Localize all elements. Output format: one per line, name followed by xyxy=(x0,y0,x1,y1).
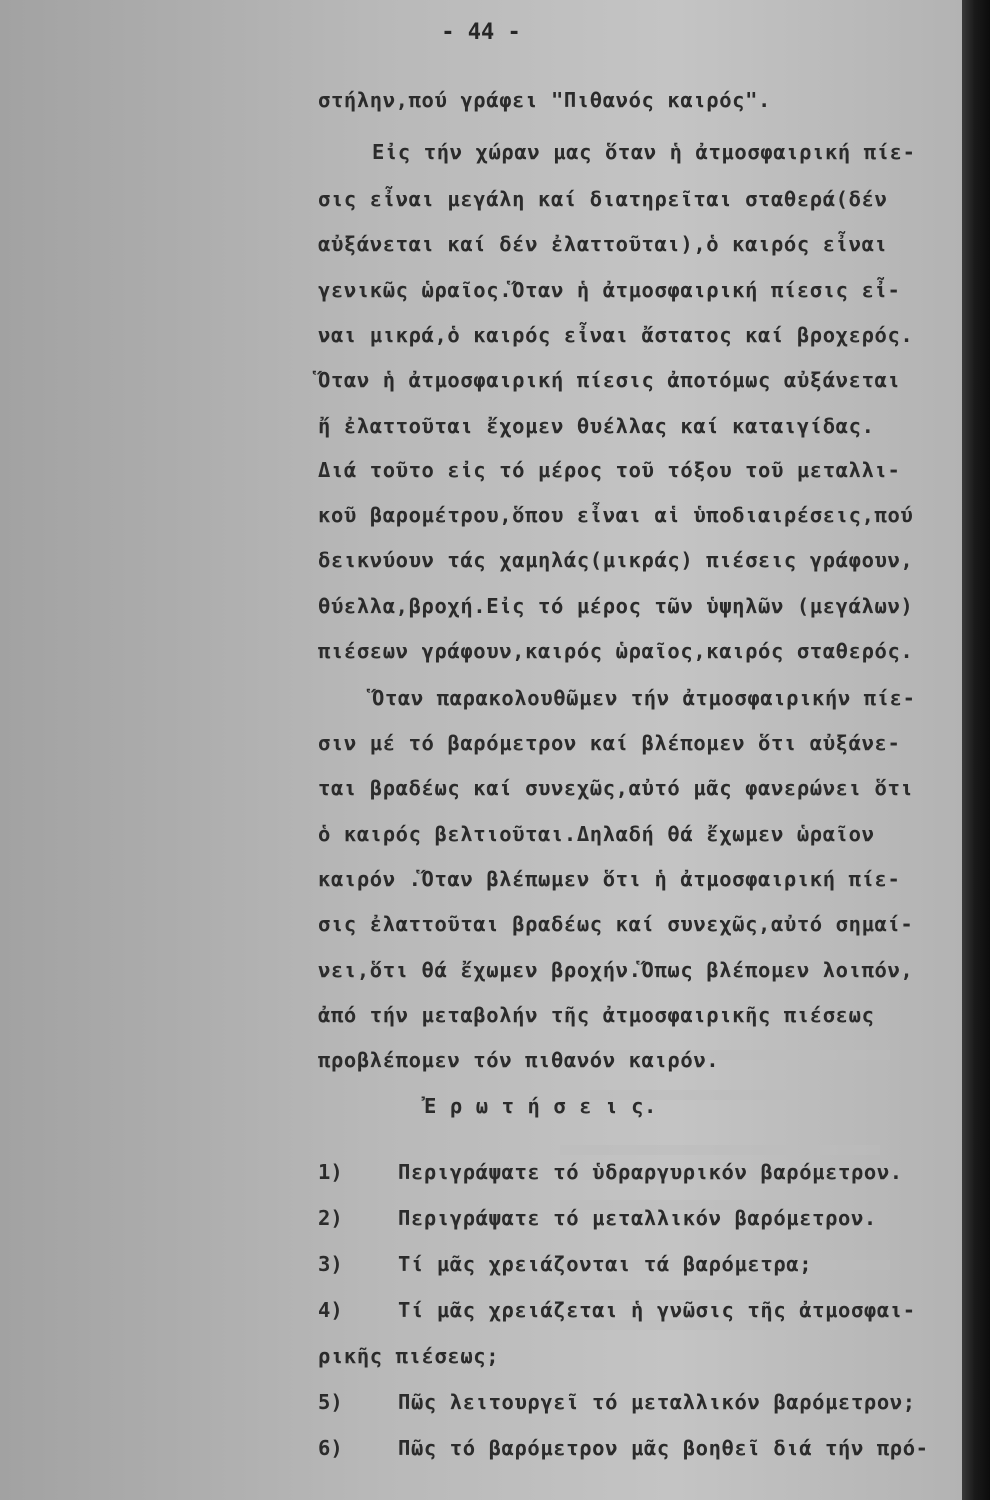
body-line: κοῦ βαρομέτρου,ὅπου εἶναι αἱ ὑποδιαιρέσεις,πού xyxy=(318,503,914,527)
question-text-continuation: ρικῆς πιέσεως; xyxy=(318,1344,500,1368)
body-line: πιέσεων γράφουν,καιρός ὡραῖος,καιρός σταθερός. xyxy=(318,639,914,663)
question-number: 3) xyxy=(318,1252,343,1276)
body-line: ἀπό τήν μεταβολήν τῆς ἀτμοσφαιρικῆς πιέσεως xyxy=(318,1003,875,1027)
question-text: Πῶς τό βαρόμετρον μᾶς βοηθεῖ διά τήν πρό- xyxy=(398,1436,929,1460)
body-line: ἤ ἐλαττοῦται ἔχομεν θυέλλας καί καταιγίδας. xyxy=(318,414,875,438)
question-text: Πῶς λειτουργεῖ τό μεταλλικόν βαρόμετρον; xyxy=(398,1390,916,1414)
body-line: προβλέπομεν τόν πιθανόν καιρόν. xyxy=(318,1048,720,1072)
question-text: Περιγράψατε τό ὑδραργυρικόν βαρόμετρον. xyxy=(398,1160,903,1184)
body-line: θύελλα,βροχή.Εἰς τό μέρος τῶν ὑψηλῶν (μεγάλων) xyxy=(318,594,914,618)
body-line: Εἰς τήν χώραν μας ὅταν ἡ ἀτμοσφαιρική πίε- xyxy=(372,140,916,164)
body-line: σις ἐλαττοῦται βραδέως καί συνεχῶς,αὐτό σημαί- xyxy=(318,912,914,936)
body-line: σιν μέ τό βαρόμετρον καί βλέπομεν ὅτι αὐξάνε- xyxy=(318,731,901,755)
question-text: Τί μᾶς χρειάζεται ἡ γνῶσις τῆς ἀτμοσφαι- xyxy=(398,1298,916,1322)
body-line: σις εἶναι μεγάλη καί διατηρεῖται σταθερά(δέν xyxy=(318,187,888,211)
question-number: 5) xyxy=(318,1390,343,1414)
question-number: 4) xyxy=(318,1298,343,1322)
question-number: 6) xyxy=(318,1436,343,1460)
question-number: 2) xyxy=(318,1206,343,1230)
body-line: Διά τοῦτο εἰς τό μέρος τοῦ τόξου τοῦ μεταλλι- xyxy=(318,458,901,482)
question-number: 1) xyxy=(318,1160,343,1184)
body-line: στήλην,πού γράφει "Πιθανός καιρός". xyxy=(318,88,771,112)
question-text: Τί μᾶς χρειάζονται τά βαρόμετρα; xyxy=(398,1252,813,1276)
page-number: - 44 - xyxy=(441,20,521,45)
questions-heading: Ἐ ρ ω τ ή σ ε ι ς. xyxy=(424,1094,657,1118)
page-edge-shadow xyxy=(962,0,990,1500)
body-line: νει,ὅτι θά ἔχωμεν βροχήν.Ὅπως βλέπομεν λοιπόν, xyxy=(318,958,914,982)
body-line: καιρόν .Ὅταν βλέπωμεν ὅτι ἡ ἀτμοσφαιρική πίε- xyxy=(318,867,901,891)
question-text: Περιγράψατε τό μεταλλικόν βαρόμετρον. xyxy=(398,1206,877,1230)
body-line: ὁ καιρός βελτιοῦται.Δηλαδή θά ἔχωμεν ὡραῖον xyxy=(318,822,875,846)
body-line: ται βραδέως καί συνεχῶς,αὐτό μᾶς φανερώνει ὅτι xyxy=(318,776,914,800)
body-line: αὐξάνεται καί δέν ἐλαττοῦται),ὁ καιρός εἶναι xyxy=(318,232,888,256)
body-line: ναι μικρά,ὁ καιρός εἶναι ἄστατος καί βροχερός. xyxy=(318,323,914,347)
body-line: δεικνύουν τάς χαμηλάς(μικράς) πιέσεις γράφουν, xyxy=(318,548,914,572)
body-line: γενικῶς ὡραῖος.Ὅταν ἡ ἀτμοσφαιρική πίεσις εἶ- xyxy=(318,278,901,302)
body-line: Ὅταν παρακολουθῶμεν τήν ἀτμοσφαιρικήν πίε- xyxy=(372,686,916,710)
body-line: Ὅταν ἡ ἀτμοσφαιρική πίεσις ἀποτόμως αὐξάνεται xyxy=(318,368,901,392)
